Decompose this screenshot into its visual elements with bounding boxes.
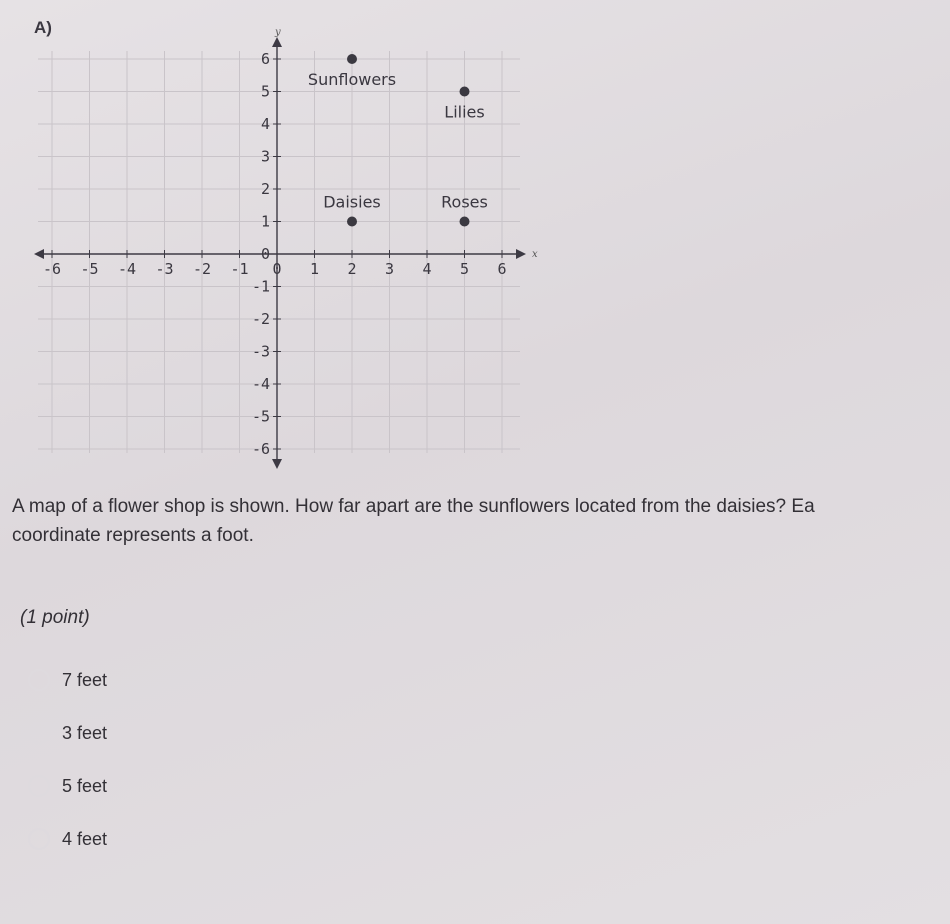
point-daisies xyxy=(347,217,357,227)
y-tick-label: 4 xyxy=(260,115,270,133)
y-tick-label: -3 xyxy=(251,342,270,361)
x-tick-label: -1 xyxy=(230,260,249,278)
point-label-roses: Roses xyxy=(441,192,488,212)
x-axis-left-arrow-icon xyxy=(34,249,44,259)
y-tick-label: -6 xyxy=(251,440,270,458)
x-tick-label: 0 xyxy=(272,260,282,278)
x-tick-label: -5 xyxy=(80,260,99,278)
radio-button[interactable] xyxy=(28,775,50,797)
x-tick-label: 1 xyxy=(309,260,320,278)
x-tick-label: 5 xyxy=(459,260,470,278)
question-text: A map of a flower shop is shown. How far apart are the sunflowers located from the daisies? Ea coordinate represents a foot. xyxy=(12,496,815,546)
option-label: 3 feet xyxy=(62,722,108,743)
answer-option-2[interactable] xyxy=(28,716,107,750)
x-tick-label: 6 xyxy=(497,260,507,278)
y-tick-label: -4 xyxy=(251,375,270,393)
y-tick-label: -1 xyxy=(251,277,270,296)
x-tick-label: 2 xyxy=(347,260,357,278)
y-tick-label: 5 xyxy=(260,82,270,101)
point-label-daisies: Daisies xyxy=(323,192,381,212)
y-axis-down-arrow-icon xyxy=(272,459,282,469)
y-tick-label: -5 xyxy=(251,407,270,426)
x-axis-label: x xyxy=(532,249,538,260)
x-tick-label: -4 xyxy=(117,260,137,278)
y-tick-label: 3 xyxy=(260,147,270,166)
y-tick-label: -2 xyxy=(251,310,270,328)
point-roses xyxy=(460,217,470,227)
point-label-sunflowers: Sunflowers xyxy=(307,70,397,89)
x-tick-label: 4 xyxy=(422,260,432,278)
x-tick-label: -6 xyxy=(42,260,62,278)
y-axis-label: y xyxy=(275,27,281,38)
point-lilies xyxy=(460,87,470,97)
data-points xyxy=(308,54,488,227)
option-label: 7 feet xyxy=(62,669,108,690)
y-tick-label: 1 xyxy=(260,212,270,231)
option-label: 5 feet xyxy=(62,775,108,796)
option-label: 4 feet xyxy=(62,828,108,849)
x-tick-label: 3 xyxy=(384,260,395,278)
answer-option-4[interactable] xyxy=(28,822,107,856)
x-tick-label: -2 xyxy=(192,260,212,278)
y-tick-label: 0 xyxy=(260,245,270,263)
question-label: A) xyxy=(34,18,52,37)
x-tick-label: -3 xyxy=(155,260,174,278)
point-label-lilies: Lilies xyxy=(444,102,485,122)
point-sunflowers xyxy=(347,54,357,64)
x-axis-right-arrow-icon xyxy=(516,249,526,259)
radio-button[interactable] xyxy=(28,828,50,850)
y-tick-label: 6 xyxy=(260,50,270,68)
points-value: (1 point) xyxy=(20,607,90,628)
answer-option-1[interactable] xyxy=(28,663,107,697)
y-axis-up-arrow-icon xyxy=(272,37,282,47)
answer-option-3[interactable] xyxy=(28,769,107,803)
radio-button[interactable] xyxy=(28,669,50,691)
y-tick-label: 2 xyxy=(260,180,270,198)
radio-button[interactable] xyxy=(28,722,50,744)
